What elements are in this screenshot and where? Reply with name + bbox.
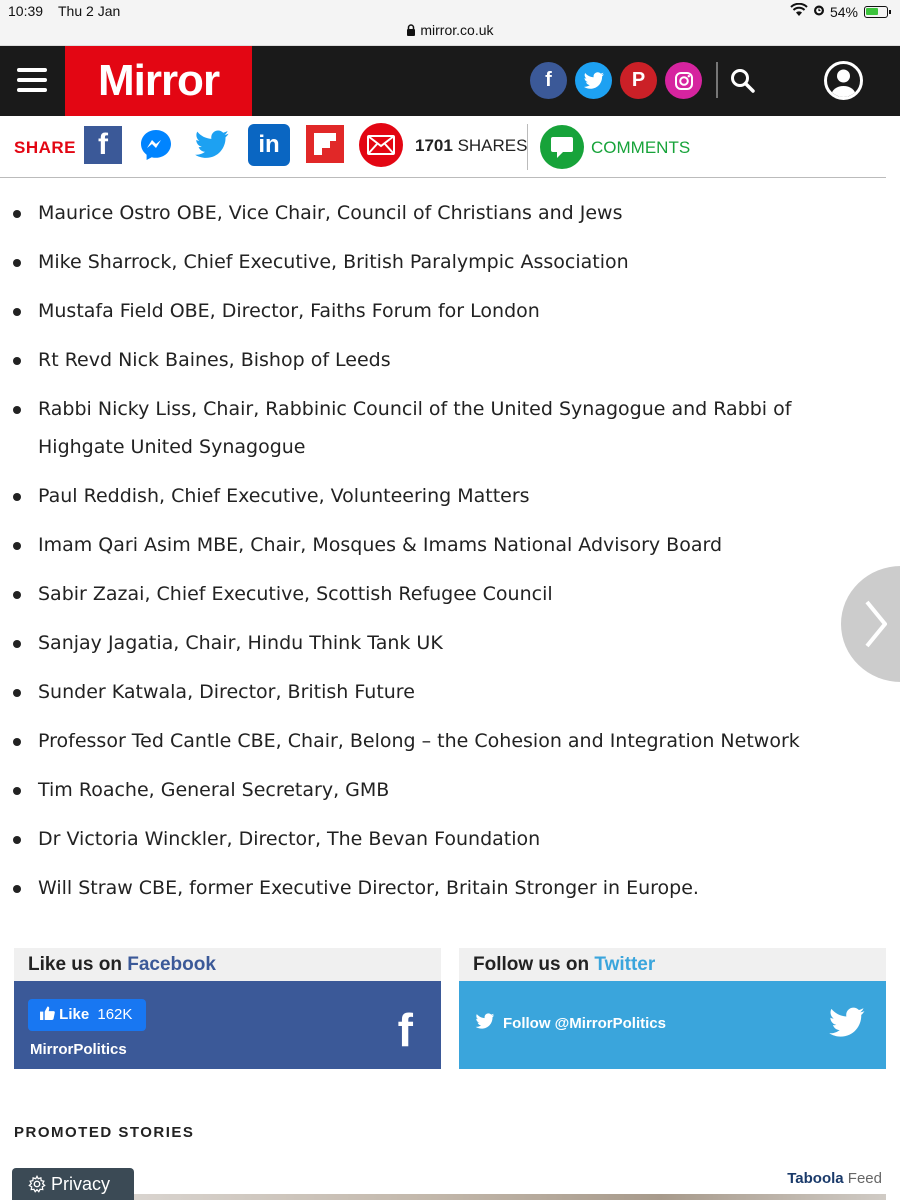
share-twitter-icon[interactable]	[193, 126, 231, 164]
promoted-stories-heading: PROMOTED STORIES	[14, 1124, 195, 1141]
status-date: Thu 2 Jan	[58, 3, 121, 19]
facebook-box-body	[14, 981, 441, 1069]
list-item: Rt Revd Nick Baines, Bishop of Leeds	[0, 341, 886, 379]
gear-icon	[28, 1174, 51, 1194]
share-linkedin-icon[interactable]: in	[248, 124, 290, 166]
twitter-icon	[828, 1007, 866, 1043]
list-item: Sanjay Jagatia, Chair, Hindu Think Tank UK	[0, 624, 886, 662]
facebook-page-name[interactable]: MirrorPolitics	[30, 1041, 127, 1058]
comments-icon[interactable]	[540, 125, 584, 169]
signatories-list	[0, 194, 886, 918]
facebook-like-button[interactable]: Like 162K	[28, 999, 146, 1031]
twitter-bird-icon	[475, 1013, 495, 1034]
header-social-links	[530, 62, 702, 99]
ios-status-bar	[0, 0, 900, 46]
site-header	[0, 46, 900, 116]
facebook-box-heading: Like us on Facebook	[14, 948, 441, 981]
lock-icon	[406, 22, 420, 38]
pinterest-icon[interactable]: P	[620, 62, 657, 99]
header-divider	[716, 62, 718, 98]
search-icon[interactable]	[730, 68, 756, 94]
share-count-number: 1701	[415, 136, 453, 155]
url-bar[interactable]	[0, 22, 900, 38]
status-time: 10:39	[8, 3, 44, 19]
share-messenger-icon[interactable]	[137, 126, 175, 164]
thumbs-up-icon	[40, 1006, 59, 1023]
wifi-icon	[790, 3, 808, 20]
menu-icon[interactable]	[17, 68, 47, 92]
list-item: Maurice Ostro OBE, Vice Chair, Council of Christians and Jews	[0, 194, 886, 232]
list-item: Dr Victoria Winckler, Director, The Bevan Foundation	[0, 820, 886, 858]
list-item: Sabir Zazai, Chief Executive, Scottish Refugee Council	[0, 575, 886, 613]
share-label: SHARE	[14, 138, 77, 157]
battery-icon	[864, 6, 888, 18]
list-item: Mike Sharrock, Chief Executive, British Paralympic Association	[0, 243, 886, 281]
taboola-feed-label[interactable]: Taboola Feed	[787, 1170, 882, 1187]
twitter-box-heading: Follow us on Twitter	[459, 948, 886, 981]
share-facebook-icon[interactable]: f	[84, 126, 122, 164]
facebook-icon[interactable]: f	[530, 62, 567, 99]
twitter-link[interactable]: Twitter	[594, 954, 656, 975]
list-item: Will Straw CBE, former Executive Director, Britain Stronger in Europe.	[0, 869, 886, 907]
share-count	[415, 136, 527, 156]
instagram-icon[interactable]	[665, 62, 702, 99]
account-icon[interactable]	[824, 61, 863, 100]
twitter-box-body	[459, 981, 886, 1069]
list-item: Rabbi Nicky Liss, Chair, Rabbinic Council of the United Synagogue and Rabbi of Highgate United Synagogue	[0, 390, 886, 466]
list-item: Tim Roache, General Secretary, GMB	[0, 771, 886, 809]
like-count: 162K	[97, 1006, 133, 1023]
list-item: Sunder Katwala, Director, British Future	[0, 673, 886, 711]
url-text: mirror.co.uk	[420, 22, 494, 38]
share-divider	[527, 124, 528, 170]
facebook-link[interactable]: Facebook	[127, 954, 216, 975]
comments-link[interactable]: COMMENTS	[591, 138, 691, 157]
privacy-button[interactable]: Privacy	[12, 1168, 134, 1200]
share-email-icon[interactable]	[359, 123, 403, 167]
list-item: Mustafa Field OBE, Director, Faiths Forum for London	[0, 292, 886, 330]
battery-percent: 54%	[829, 3, 858, 20]
mirror-logo[interactable]: Mirror	[65, 46, 252, 116]
facebook-like-box	[14, 948, 441, 1069]
promoted-story-image[interactable]	[134, 1194, 886, 1200]
status-indicators	[790, 3, 888, 20]
alarm-icon	[812, 3, 826, 20]
share-count-suffix: SHARES	[457, 136, 528, 155]
twitter-follow-button[interactable]: Follow @MirrorPolitics	[475, 1013, 666, 1034]
facebook-icon: f	[397, 1004, 413, 1056]
list-item: Paul Reddish, Chief Executive, Volunteering Matters	[0, 477, 886, 515]
chevron-right-icon	[863, 600, 887, 648]
twitter-icon[interactable]	[575, 62, 612, 99]
twitter-follow-box	[459, 948, 886, 1069]
list-item: Professor Ted Cantle CBE, Chair, Belong – the Cohesion and Integration Network	[0, 722, 886, 760]
share-flipboard-icon[interactable]	[306, 125, 344, 163]
share-bar	[0, 116, 886, 178]
list-item: Imam Qari Asim MBE, Chair, Mosques & Imams National Advisory Board	[0, 526, 886, 564]
